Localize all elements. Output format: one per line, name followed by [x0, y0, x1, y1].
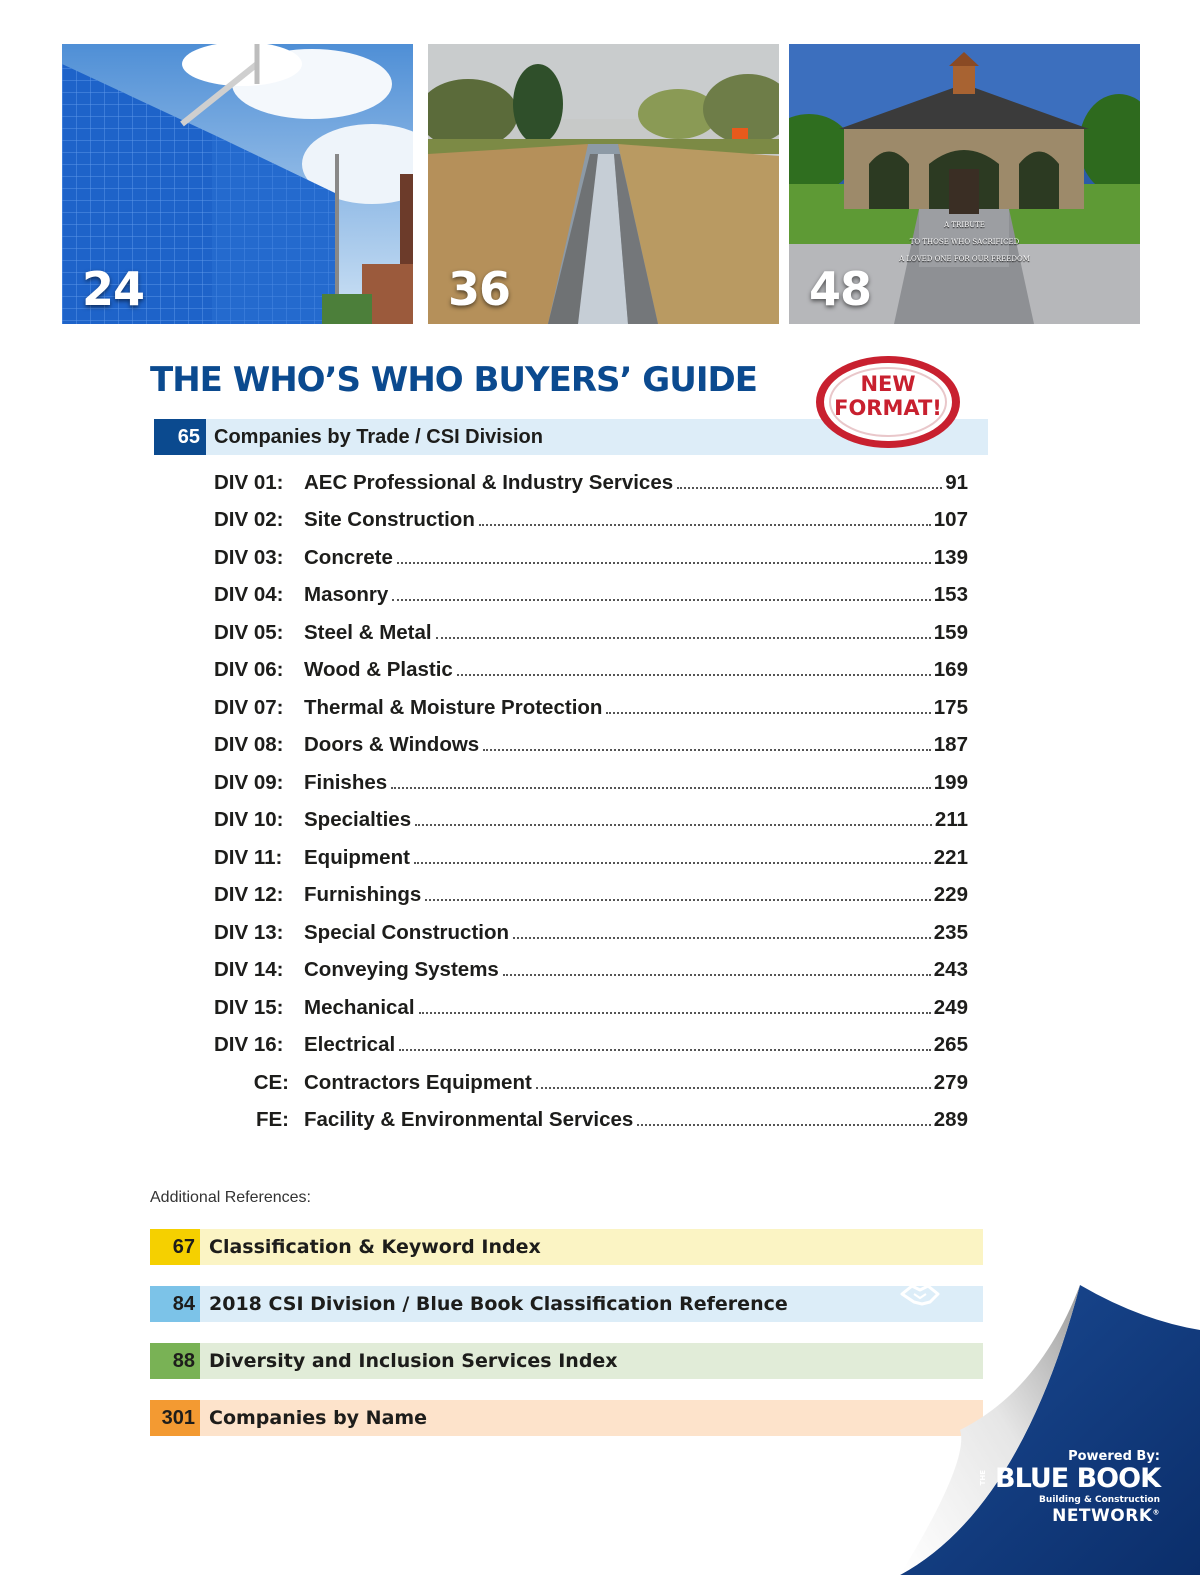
- division-row[interactable]: [214, 502, 968, 540]
- division-code: DIV 15:: [214, 995, 284, 1019]
- division-name: Masonry: [304, 583, 389, 607]
- reference-label: 2018 CSI Division / Blue Book Classification Reference: [209, 1293, 788, 1315]
- reference-item-companies-by-name[interactable]: [150, 1400, 983, 1436]
- division-name: Mechanical: [304, 995, 415, 1019]
- dot-leader: [399, 1049, 931, 1051]
- division-page-number: 249: [933, 995, 968, 1019]
- stream-channel-photo: [428, 44, 779, 324]
- dot-leader: [503, 974, 931, 976]
- division-code: DIV 09:: [214, 770, 284, 794]
- division-code: DIV 16:: [214, 1033, 284, 1057]
- division-code: FE:: [255, 1108, 289, 1132]
- division-page-number: 279: [933, 1070, 968, 1094]
- plaque-line: TO THOSE WHO SACRIFICED: [909, 238, 1020, 246]
- logo-the: THE: [979, 1470, 987, 1486]
- division-name: Site Construction: [304, 508, 475, 532]
- reference-item-classification-index[interactable]: [150, 1229, 983, 1265]
- division-row[interactable]: [214, 577, 968, 615]
- dot-leader: [637, 1124, 931, 1126]
- division-row[interactable]: [214, 1102, 968, 1140]
- division-row[interactable]: [214, 802, 968, 840]
- dot-leader: [391, 787, 931, 789]
- division-row[interactable]: [214, 1027, 968, 1065]
- dot-leader: [513, 937, 931, 939]
- division-page-number: 91: [945, 470, 968, 494]
- page-curl-icon: [900, 1280, 1200, 1575]
- dot-leader: [457, 674, 931, 676]
- division-code: DIV 02:: [214, 508, 284, 532]
- photo-page-number: 24: [82, 262, 145, 316]
- page-title: THE WHO’S WHO BUYERS’ GUIDE: [150, 360, 757, 400]
- division-page-number: 169: [933, 658, 968, 682]
- section-label: Companies by Trade / CSI Division: [214, 426, 543, 448]
- division-name: Electrical: [304, 1033, 396, 1057]
- division-row[interactable]: [214, 1064, 968, 1102]
- division-page-number: 265: [933, 1033, 968, 1057]
- division-page-number: 289: [933, 1108, 968, 1132]
- section-page-number: 65: [154, 419, 206, 455]
- badge-line: NEW: [860, 372, 916, 396]
- dot-leader: [414, 862, 931, 864]
- division-name: Specialties: [304, 808, 412, 832]
- division-code: CE:: [253, 1070, 289, 1094]
- division-name: Steel & Metal: [304, 620, 432, 644]
- dot-leader: [606, 712, 930, 714]
- division-row[interactable]: [214, 952, 968, 990]
- division-code: DIV 03:: [214, 545, 284, 569]
- division-row[interactable]: [214, 989, 968, 1027]
- division-name: Special Construction: [304, 920, 510, 944]
- division-page-number: 139: [933, 545, 968, 569]
- dot-leader: [397, 562, 931, 564]
- division-page-number: 229: [933, 883, 968, 907]
- division-code: DIV 07:: [214, 695, 284, 719]
- division-code: DIV 08:: [214, 733, 284, 757]
- division-row[interactable]: [214, 464, 968, 502]
- photo-page-number: 48: [809, 262, 872, 316]
- dot-leader: [483, 749, 931, 751]
- division-page-number: 211: [934, 808, 968, 832]
- dot-leader: [425, 899, 930, 901]
- logo-network-text: NETWORK: [1052, 1506, 1153, 1526]
- division-code: DIV 06:: [214, 658, 284, 682]
- division-page-number: 107: [933, 508, 968, 532]
- dot-leader: [436, 637, 931, 639]
- division-code: DIV 01:: [214, 470, 284, 494]
- division-name: Furnishings: [304, 883, 422, 907]
- division-name: Finishes: [304, 770, 388, 794]
- division-list: [214, 464, 968, 1139]
- division-row[interactable]: [214, 614, 968, 652]
- division-name: Doors & Windows: [304, 733, 480, 757]
- powered-by-label: Powered By:: [1068, 1449, 1160, 1464]
- dot-leader: [536, 1087, 931, 1089]
- division-row[interactable]: [214, 877, 968, 915]
- reference-page-number: 67: [150, 1229, 200, 1265]
- division-row[interactable]: [214, 914, 968, 952]
- division-code: DIV 10:: [214, 808, 284, 832]
- division-name: Facility & Environmental Services: [304, 1108, 634, 1132]
- division-page-number: 235: [933, 920, 968, 944]
- division-code: DIV 11:: [214, 845, 283, 869]
- plaque-line: A LOVED ONE FOR OUR FREEDOM: [899, 255, 1030, 263]
- division-row[interactable]: [214, 539, 968, 577]
- memorial-plaque: [789, 217, 1140, 268]
- division-name: Wood & Plastic: [304, 658, 453, 682]
- division-code: DIV 12:: [214, 883, 284, 907]
- reference-label: Classification & Keyword Index: [209, 1236, 541, 1258]
- division-code: DIV 04:: [214, 583, 284, 607]
- division-code: DIV 14:: [214, 958, 284, 982]
- division-name: Contractors Equipment: [304, 1070, 532, 1094]
- division-row[interactable]: [214, 727, 968, 765]
- division-code: DIV 05:: [214, 620, 284, 644]
- new-format-badge: [812, 352, 962, 452]
- memorial-pavilion-photo: [789, 44, 1140, 324]
- division-name: Thermal & Moisture Protection: [304, 695, 603, 719]
- reference-label: Companies by Name: [209, 1407, 428, 1429]
- dot-leader: [419, 1012, 931, 1014]
- logo-name: BLUE BOOK: [995, 1463, 1160, 1494]
- logo-subtitle: Building & Construction: [1039, 1495, 1160, 1505]
- division-name: Conveying Systems: [304, 958, 499, 982]
- reference-item-csi-classification[interactable]: [150, 1286, 983, 1322]
- reference-page-number: 301: [150, 1400, 200, 1436]
- additional-references-heading: Additional References:: [150, 1189, 311, 1206]
- division-name: Concrete: [304, 545, 393, 569]
- division-name: Equipment: [304, 845, 410, 869]
- division-page-number: 187: [933, 733, 968, 757]
- division-page-number: 159: [933, 620, 968, 644]
- dot-leader: [479, 524, 931, 526]
- dot-leader: [392, 599, 930, 601]
- division-page-number: 243: [933, 958, 968, 982]
- division-page-number: 199: [933, 770, 968, 794]
- dot-leader: [415, 824, 932, 826]
- trademark: ®: [1152, 1508, 1160, 1517]
- photo-page-number: 36: [448, 262, 511, 316]
- reference-item-diversity-index[interactable]: [150, 1343, 983, 1379]
- division-name: AEC Professional & Industry Services: [304, 470, 674, 494]
- division-page-number: 175: [933, 695, 968, 719]
- reference-page-number: 84: [150, 1286, 200, 1322]
- building-scaffolding-photo: [62, 44, 413, 324]
- logo-network: [1052, 1506, 1160, 1526]
- division-row[interactable]: [214, 839, 968, 877]
- division-row[interactable]: [214, 652, 968, 690]
- division-row[interactable]: [214, 764, 968, 802]
- division-row[interactable]: [214, 689, 968, 727]
- plaque-line: A TRIBUTE: [944, 221, 985, 229]
- reference-label: Diversity and Inclusion Services Index: [209, 1350, 618, 1372]
- badge-line: FORMAT!: [834, 396, 942, 420]
- division-code: DIV 13:: [214, 920, 284, 944]
- division-page-number: 153: [933, 583, 968, 607]
- division-page-number: 221: [933, 845, 968, 869]
- dot-leader: [677, 487, 942, 489]
- handshake-icon: [900, 1280, 940, 1308]
- reference-page-number: 88: [150, 1343, 200, 1379]
- blue-book-corner: [900, 1280, 1200, 1575]
